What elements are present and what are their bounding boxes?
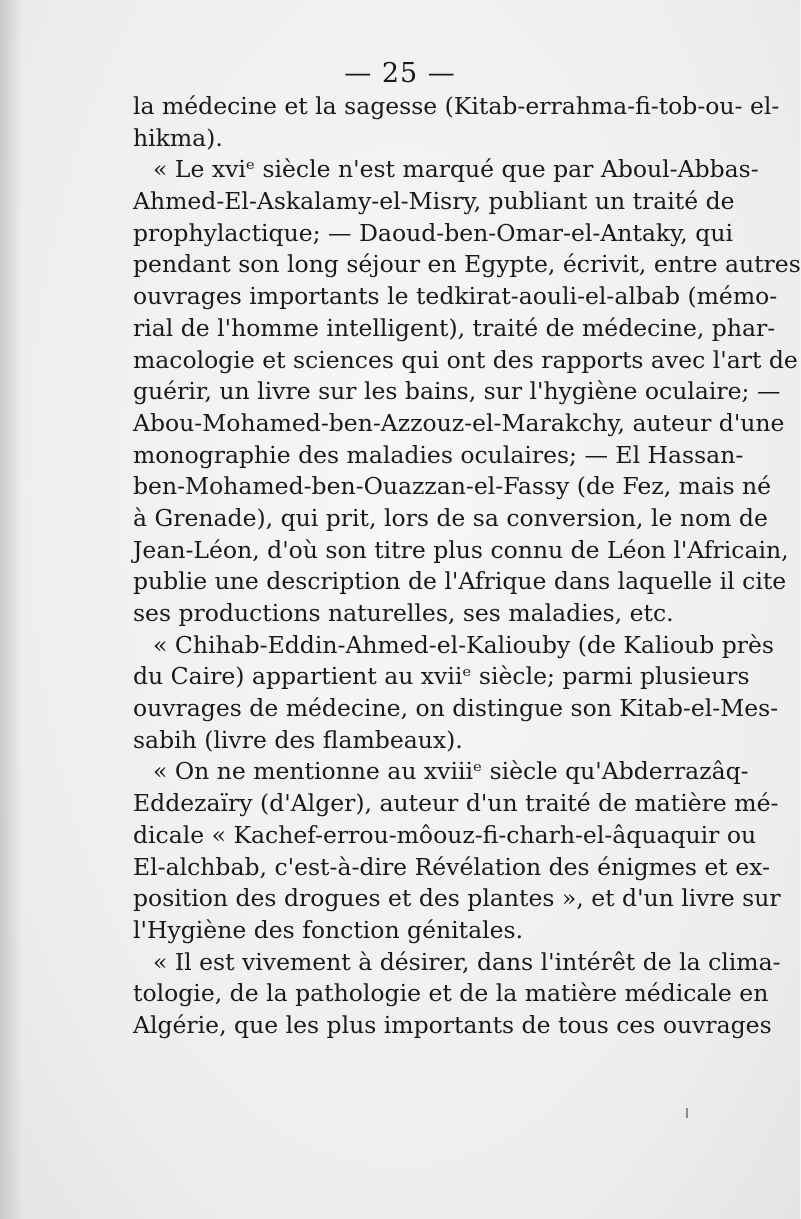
text-line: ouvrages importants le tedkirat-aouli-el-albab (mémo- bbox=[133, 282, 778, 311]
text-line: Eddezaïry (d'Alger), auteur d'un traité de matière mé- bbox=[133, 789, 779, 818]
margin-mark bbox=[686, 1108, 688, 1118]
text-line: macologie et sciences qui ont des rapports avec l'art de bbox=[133, 345, 798, 374]
body-text bbox=[133, 91, 801, 1042]
text-line: rial de l'homme intelligent), traité de médecine, phar- bbox=[133, 313, 776, 342]
text-line: pendant son long séjour en Egypte, écrivit, entre autres bbox=[133, 250, 801, 279]
text-line: « Il est vivement à désirer, dans l'intérêt de la clima- bbox=[153, 947, 781, 976]
text-line: à Grenade), qui prit, lors de sa conversion, le nom de bbox=[133, 503, 768, 532]
text-line: la médecine et la sagesse (Kitab-errahma-fi-tob-ou- el- bbox=[133, 92, 780, 120]
text-line: sabih (livre des flambeaux). bbox=[133, 725, 463, 754]
text-line: Algérie, que les plus importants de tous ces ouvrages bbox=[133, 1010, 772, 1039]
text-line: dicale « Kachef-errou-môouz-fi-charh-el-âquaquir ou bbox=[133, 820, 757, 849]
text-line: « Chihab-Eddin-Ahmed-el-Kaliouby (de Kalioub près bbox=[153, 630, 774, 659]
text-line: ouvrages de médecine, on distingue son Kitab-el-Mes- bbox=[133, 694, 779, 723]
text-line: tologie, de la pathologie et de la matière médicale en bbox=[133, 979, 769, 1008]
text-line: guérir, un livre sur les bains, sur l'hygiène oculaire; — bbox=[133, 377, 781, 406]
text-line: « Le xviᵉ siècle n'est marqué que par Aboul-Abbas- bbox=[153, 155, 759, 184]
text-line: ses productions naturelles, ses maladies, etc. bbox=[133, 599, 674, 627]
text-line: monographie des maladies oculaires; — El Hassan- bbox=[133, 440, 744, 469]
text-line: Abou-Mohamed-ben-Azzouz-el-Marakchy, auteur d'une bbox=[133, 408, 785, 437]
text-line: ben-Mohamed-ben-Ouazzan-el-Fassy (de Fez, mais né bbox=[133, 472, 772, 501]
text-line: du Caire) appartient au xviiᵉ siècle; parmi plusieurs bbox=[133, 662, 750, 691]
page-number: — 25 — bbox=[344, 58, 456, 89]
text-line: l'Hygiène des fonction génitales. bbox=[133, 915, 524, 944]
text-line: publie une description de l'Afrique dans laquelle il cite bbox=[133, 567, 787, 596]
text-line: Ahmed-El-Askalamy-el-Misry, publiant un traité de bbox=[133, 187, 735, 216]
text-line: hikma). bbox=[133, 123, 223, 152]
page-edge-shadow bbox=[0, 0, 22, 1219]
text-line: « On ne mentionne au xviiiᵉ siècle qu'Abderrazâq- bbox=[153, 757, 749, 786]
text-line: Jean-Léon, d'où son titre plus connu de Léon l'Africain, bbox=[133, 535, 789, 564]
text-line: position des drogues et des plantes », et d'un livre sur bbox=[133, 884, 781, 913]
text-line: El-alchbab, c'est-à-dire Révélation des énigmes et ex- bbox=[133, 852, 770, 881]
text-line: prophylactique; — Daoud-ben-Omar-el-Antaky, qui bbox=[133, 218, 733, 247]
